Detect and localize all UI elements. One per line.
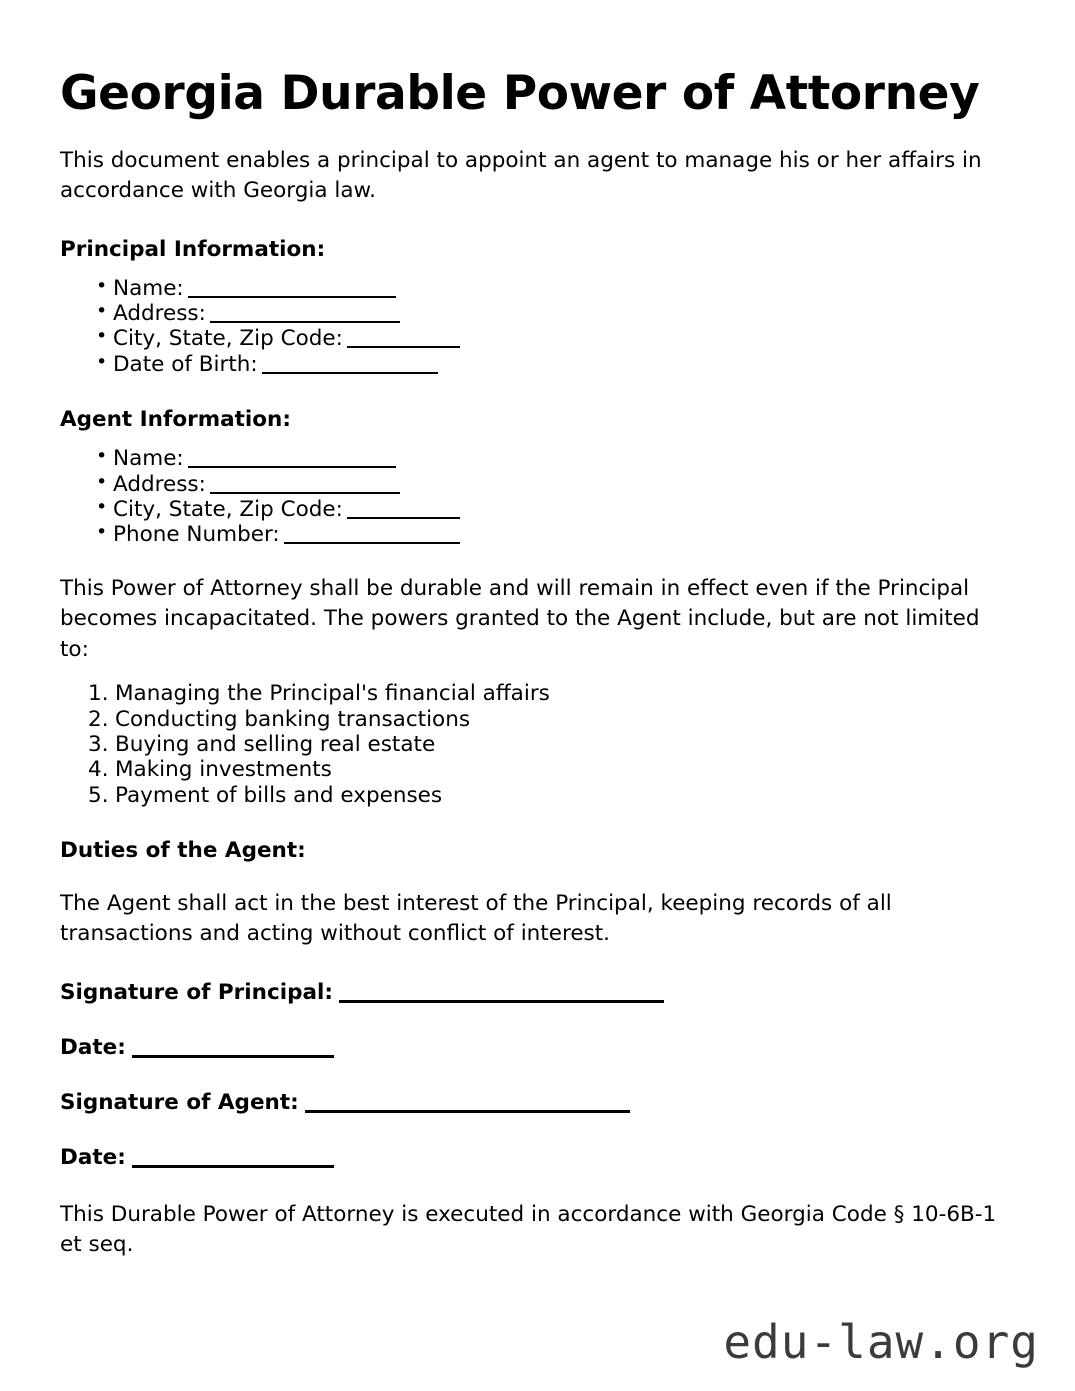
blank-line[interactable] (188, 296, 396, 298)
field-label: Address: (113, 301, 206, 327)
field-label: Name: (113, 446, 184, 472)
page-title: Georgia Durable Power of Attorney (60, 66, 980, 121)
date-blank-line[interactable] (132, 1055, 334, 1058)
list-item (96, 472, 1011, 497)
field-label: Date of Birth: (113, 351, 258, 377)
field-label: Name: (113, 275, 184, 301)
duties-paragraph: The Agent shall act in the best interest of the Principal, keeping records of all transactions and acting without conflict of interest. (60, 890, 892, 947)
principal-date-row (60, 1035, 1011, 1060)
list-item (96, 446, 1011, 471)
list-item: Buying and selling real estate (115, 731, 436, 757)
field-label: Phone Number: (113, 522, 280, 548)
signature-label: Signature of Agent: (60, 1089, 299, 1115)
agent-date-row (60, 1145, 1011, 1170)
list-item: Managing the Principal's financial affairs (115, 681, 550, 707)
list-item (96, 352, 1011, 377)
blank-line[interactable] (210, 492, 400, 494)
list-item (96, 497, 1011, 522)
signature-blank-line[interactable] (339, 1000, 664, 1003)
blank-line[interactable] (284, 542, 460, 544)
list-item: Payment of bills and expenses (115, 782, 443, 808)
field-label: City, State, Zip Code: (113, 326, 343, 352)
list-item: Making investments (115, 757, 332, 783)
list-item (96, 522, 1011, 547)
agent-information-heading: Agent Information: (60, 407, 291, 433)
list-item: Conducting banking transactions (115, 706, 471, 732)
blank-line[interactable] (347, 517, 460, 519)
signature-of-agent-row (60, 1090, 1011, 1115)
list-item (96, 326, 1011, 351)
date-label: Date: (60, 1034, 126, 1060)
date-label: Date: (60, 1144, 126, 1170)
field-label: Address: (113, 471, 206, 497)
duties-of-agent-heading: Duties of the Agent: (60, 837, 306, 863)
blank-line[interactable] (188, 466, 396, 468)
blank-line[interactable] (347, 346, 460, 348)
signature-label: Signature of Principal: (60, 979, 333, 1005)
field-label: City, State, Zip Code: (113, 496, 343, 522)
list-item (96, 276, 1011, 301)
principal-field-list (60, 276, 1011, 377)
closing-paragraph: This Durable Power of Attorney is executed in accordance with Georgia Code § 10-6B-1 et seq. (60, 1201, 997, 1258)
agent-field-list (60, 446, 1011, 547)
list-item (96, 301, 1011, 326)
blank-line[interactable] (262, 372, 438, 374)
date-blank-line[interactable] (132, 1165, 334, 1168)
intro-paragraph: This document enables a principal to appoint an agent to manage his or her affairs in accordance with Georgia law. (60, 147, 982, 204)
signature-of-principal-row (60, 980, 1011, 1005)
signature-blank-line[interactable] (305, 1110, 630, 1113)
watermark-edu-law: edu-law.org (723, 1315, 1039, 1369)
blank-line[interactable] (210, 321, 400, 323)
durability-paragraph: This Power of Attorney shall be durable and will remain in effect even if the Principal becomes incapacitated. The powers granted to the Agent include, but are not limited to: (60, 575, 980, 662)
powers-list (60, 681, 1011, 808)
principal-information-heading: Principal Information: (60, 236, 326, 262)
